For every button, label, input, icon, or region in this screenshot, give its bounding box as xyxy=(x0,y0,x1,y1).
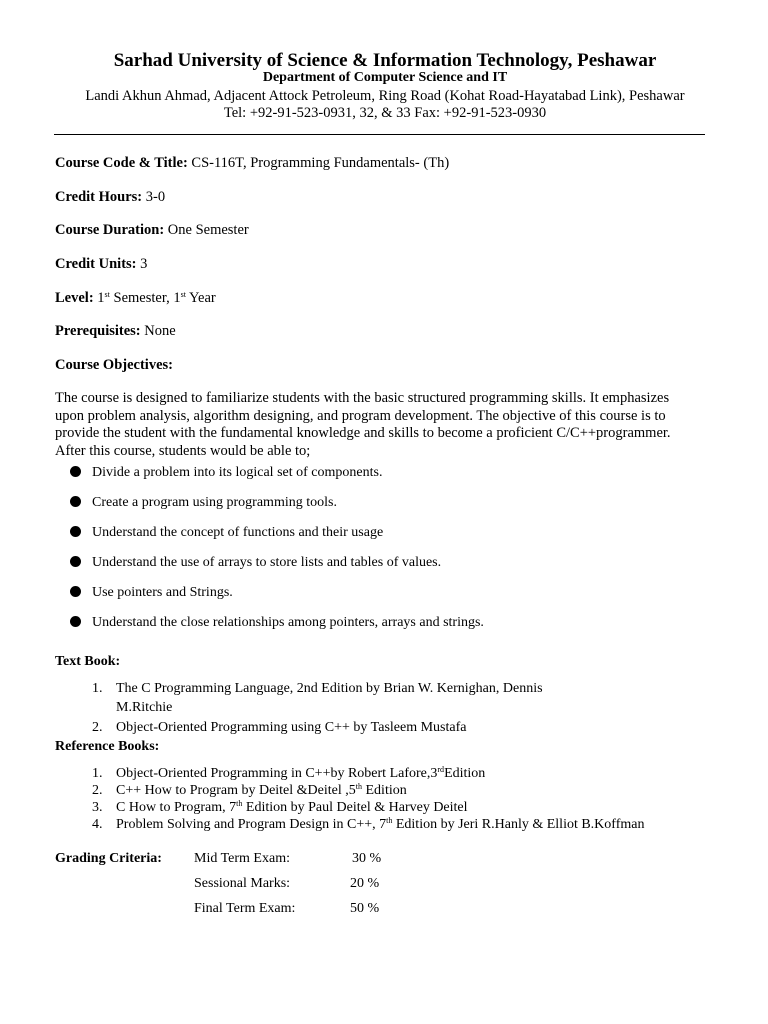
address-line: Landi Akhun Ahmad, Adjacent Attock Petroleum, Ring Road (Kohat Road-Hayatabad Link), Peshawar xyxy=(85,88,685,104)
grading-label: Mid Term Exam: xyxy=(194,851,290,866)
credit-hours-label: Credit Hours: xyxy=(55,189,143,205)
list-number: 1. xyxy=(92,766,103,781)
objective-item: Understand the concept of functions and their usage xyxy=(70,525,383,541)
bullet-icon xyxy=(70,556,81,567)
level-year-text: Year xyxy=(189,290,216,306)
paragraph-line: The course is designed to familiarize students with the basic structured programming skills. It emphasizes xyxy=(55,390,670,406)
bullet-icon xyxy=(70,466,81,477)
course-duration-label: Course Duration: xyxy=(55,222,165,238)
course-code-label: Course Code & Title: xyxy=(55,155,188,171)
text-book-item: 1. The C Programming Language, 2nd Edition by Brian W. Kernighan, Dennis M.Ritchie xyxy=(92,681,543,715)
text-book-item: 2. Object-Oriented Programming using C++ by Tasleem Mustafa xyxy=(92,720,467,735)
course-objectives-heading: Course Objectives: xyxy=(55,357,173,373)
reference-item: 1. Object-Oriented Programming in C++by Robert Lafore,3rdEdition xyxy=(92,765,486,781)
objectives-paragraph xyxy=(55,390,720,460)
paragraph-line: After this course, students would be able to; xyxy=(55,442,311,459)
level-year-suffix: st xyxy=(180,290,186,299)
objective-item: Use pointers and Strings. xyxy=(70,585,233,601)
course-duration-field xyxy=(55,222,249,239)
course-code-value: CS-116T, Programming Fundamentals- (Th) xyxy=(191,155,450,171)
objective-item: Divide a problem into its logical set of components. xyxy=(70,465,382,481)
level-semester-text: Semester, xyxy=(113,290,174,306)
grading-label: Final Term Exam: xyxy=(194,901,296,916)
objective-item: Create a program using programming tools. xyxy=(70,495,337,511)
level-semester-suffix: st xyxy=(104,290,110,299)
level-year-number: 1 xyxy=(173,290,181,306)
list-number: 2. xyxy=(92,720,103,735)
course-duration-value: One Semester xyxy=(167,222,249,238)
credit-units-value: 3 xyxy=(140,256,148,272)
reference-books-heading: Reference Books: xyxy=(55,739,160,754)
level-field xyxy=(55,290,216,307)
prerequisites-value: None xyxy=(144,323,176,339)
bullet-icon xyxy=(70,496,81,507)
text-book-heading: Text Book: xyxy=(55,654,121,669)
university-title: Sarhad University of Science & Information Technology, Peshawar xyxy=(113,50,657,71)
department-title: Department of Computer Science and IT xyxy=(262,70,508,85)
list-number: 3. xyxy=(92,800,103,815)
prerequisites-label: Prerequisites: xyxy=(55,323,141,339)
objective-item: Understand the use of arrays to store lists and tables of values. xyxy=(70,555,441,571)
contact-line: Tel: +92-91-523-0931, 32, & 33 Fax: +92-91-523-0930 xyxy=(223,105,547,121)
grading-criteria-heading: Grading Criteria: xyxy=(55,851,162,866)
level-semester-number: 1 xyxy=(97,290,105,306)
bullet-icon xyxy=(70,616,81,627)
grading-value: 30 % xyxy=(352,851,382,866)
credit-hours-field xyxy=(55,189,165,206)
credit-units-label: Credit Units: xyxy=(55,256,137,272)
list-number: 1. xyxy=(92,681,103,696)
text-book-item-continuation: M.Ritchie xyxy=(116,700,173,715)
paragraph-line: provide the student with the fundamental knowledge and skills to become a proficient C/C++programmer. xyxy=(55,425,671,441)
paragraph-line: upon problem analysis, algorithm designing, and program development. The objective of this course is to xyxy=(55,407,666,424)
course-code-field xyxy=(55,155,449,172)
bullet-icon xyxy=(70,526,81,537)
objective-item: Understand the close relationships among pointers, arrays and strings. xyxy=(70,615,484,631)
list-number: 2. xyxy=(92,783,103,798)
reference-item: 3. C How to Program, 7th Edition by Paul Deitel & Harvey Deitel xyxy=(92,799,468,815)
credit-units-field xyxy=(55,256,147,273)
prerequisites-field xyxy=(55,323,176,340)
grading-value: 50 % xyxy=(350,901,380,916)
level-label: Level: xyxy=(55,290,94,306)
reference-item: 4. Problem Solving and Program Design in C++, 7th Edition by Jeri R.Hanly & Elliot B.Koffman xyxy=(92,816,645,832)
header-divider xyxy=(54,134,705,135)
grading-value: 20 % xyxy=(350,876,380,891)
credit-hours-value: 3-0 xyxy=(145,189,166,205)
list-number: 4. xyxy=(92,817,103,832)
reference-item: 2. C++ How to Program by Deitel &Deitel ,5th Edition xyxy=(92,782,407,798)
grading-label: Sessional Marks: xyxy=(194,876,291,891)
bullet-icon xyxy=(70,586,81,597)
